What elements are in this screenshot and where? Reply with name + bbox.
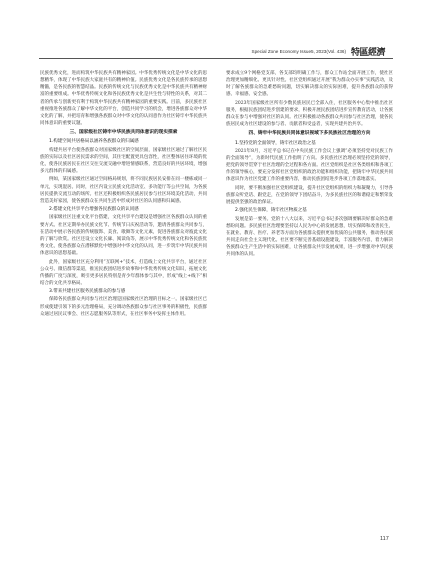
journal-logo: 特區經濟 [351,48,386,56]
paragraph: 国家级社区注重文化平台搭建，文化共享平台建设是增强社区各族群众认同的重要方式。社区定期举办民族文化节、传统节日庆祝活动等，邀请各族群众共同参与，在活动中展示各民族的传统服饰、美食、歌舞等文化元素，促进各族群众对彼此文化的了解与欣赏。社区还设立文化长廊、阅读角等，展示中华优秀传统文化和各民族优秀文化，使各族群众在潜移默化中增强对中华文化的认同，进一步筑牢中华民族共同体意识的思想基础。 [40,215,207,257]
paragraph: 保障各民族群众共同参与社区治理是国家级社区治理的目标之一。国家级社区已形成使建引领下的多元治理格局，充分调动各族群众参与社区事务的积极性，民族群众通过居民议事会、社区志愿服务队等形式，在社区事务中发挥主体作用。 [40,297,207,317]
subsection-heading: 1.构建空间共居格局以涵养各族群众的归属感 [49,139,139,145]
journal-issue-info: Special Zone Economy Issue5, 2023(Vol. 436) [251,49,346,54]
subsection-heading: 3.带来共建社区服务民族群众的参与感 [49,289,126,295]
subsection-heading: 2.搭建文化共享平台增强各民族群众的认同感 [49,207,139,213]
page-number: 117 [380,536,389,542]
paragraph: 同时，要不断加强社区党组织建设，提升社区党组织的组织力和凝聚力，引导各族群众听党话、跟党走，在党的领导下团结奋斗，为多民族社区的和谐稳定和繁荣发展提供坚强的政治保证。 [226,185,393,206]
paragraph: 要求成立9个网格党支部，各支部均明确工作与，群众工作站全面开展工作，使社区治理更加精细化、更具针对性。社区党组织通过开展“我为群众办实事”实践活动，及时了解各族群众的急难愁盼问题，切实解决群众的实际困难，提升各族群众的获得感、幸福感、安全感。 [226,71,393,98]
paragraph: 2023年国家级社区所有少数民族居民已全部入住，社区服务中心集中推出社区服务，根据民族团结进步创建的要求，积极开展民族团结进步宣传教育活动，让各族群众在参与中增强对社区的认同。社区积极推动各族群众共同参与社区治理，使各民族居民成为社区建设的参与者、贡献者和受益者，实现共建共治共享。 [226,100,393,128]
section-heading: 四、铸牢中华民族共同体意识视域下多民族社区治理的方向 [248,131,371,137]
right-column [226,70,393,260]
subsection-heading: 2.强化民生保障，铸牢社区物质之基 [235,208,307,214]
paragraph: 构建共居平台使各族群众对国家级社区的空间层面，国家级社区通过了解社区民族的实际以及社区居民需求的空间，其住宅配置更具包容性，社区整体居住环境的优化，使各民族居民在社区交往交流交融中增进情感联系，营造良好的共居环境，增强多元群体的归属感。 [40,147,207,175]
paragraph: 民族优秀文化，进而构筑中华民族共有精神家园。中华优秀传统文化是中华文化的思想精华，体现了中华民族大家庭共有的精神价值。民族优秀文化是各民族传承的思想精髓，是各民族的智慧结晶。民族的传统文化与民族优秀文化是中华民族共有精神财富的重要组成。中华优秀传统文化和各民族优秀文化是共生性与特性的关系，对其二者的传承与创新更有利于构筑中华民族共有精神家园的重要实践。目前，多民族社区重视推进各族群众了解中华文化的平台，创造共同学习的机会，增进各族群众对中华文化的了解，并把培育和增强各族群众对中华文化的认同意作为社区铸牢中华民族共同体意识的重要议题。 [40,71,207,127]
section-heading: 三、国家级社区铸牢中华民族共同体意识的现实探索 [69,130,178,136]
subsection-heading: 1.坚持党的全面领导，铸牢社区政治之基 [235,140,316,146]
paragraph: 例如，某国家级社区通过空间格局规划，将不同民族居民安排在同一楼栋或同一单元，实现混居。同时，社区内设立民族文化活动室、多功能厅等公共空间，为各族居民提供交流互动的场所。社区还积极组织各民族居民参与社区环境美化活动，共同营造美好家园，使各族群众在共同生活中形成对社区的认同感和归属感。 [40,177,207,204]
header-rule [39,58,393,59]
paragraph: 此外，国家级社区充分利用“互联网+”技术，打造线上文化共享平台，通过社区公众号、微信群等渠道，推送民族团结进步故事和中华优秀传统文化知识，拓展文化传播的广度与深度，吸引更多居民特别是青少年群体参与其中，形成“线上+线下”相结合的文化共享格局。 [40,259,207,286]
left-column [40,70,207,319]
paragraph: 发展是第一要务。党的十八大以来，习近平总书记多次强调要解决好群众的急难愁盼问题。多民族社区治理要坚持以人民为中心的发展思想，切实保障和改善民生，在就业、教育、医疗、养老等方面为各族群众提供更加优质的公共服务，推动各民族共同走向社会主义现代化。社区要不断完善基础设施建设，丰富服务内容，着力解决各族群众生产生活中的实际困难，让各族群众共享发展成果，进一步增强对中华民族共同体的认同。 [226,216,393,258]
paragraph: 2021年8月，习近平总书记在中央民族工作会议上强调“必须坚持党对民族工作的全面领导”，为新时代民族工作指明了方向。多民族社区治理必须坚持党的领导，把党的领导贯穿于社区治理的全过程和各方面。社区党组织是社区各类组织和各项工作的领导核心，要充分发挥社区党组织的政治功能和组织功能，把铸牢中华民族共同体意识作为社区党建工作的重要内容，推动民族团结进步各项工作落地落实。 [226,148,393,183]
